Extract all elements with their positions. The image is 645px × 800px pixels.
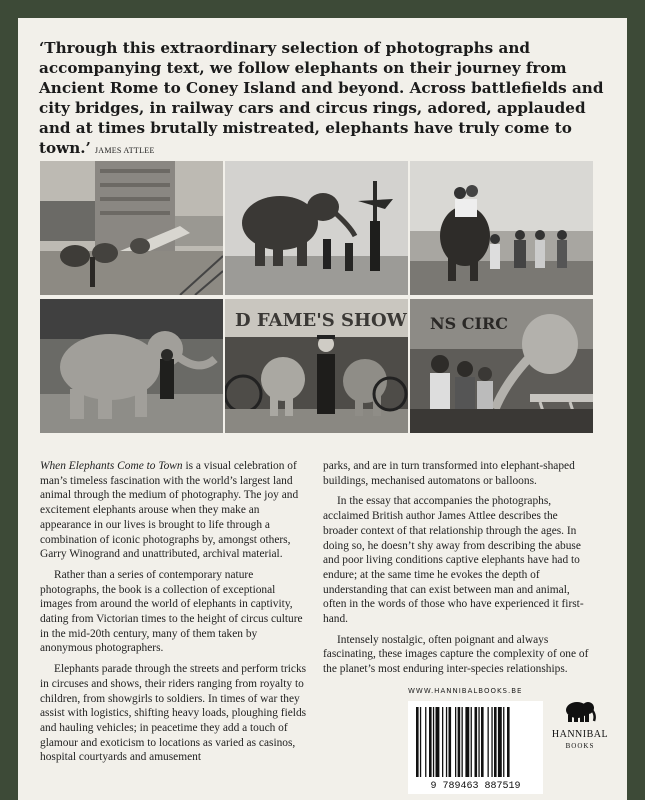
barcode-bar: [433, 707, 434, 777]
circus-elephant-with-children-photo: [410, 299, 593, 433]
body-column-right: [323, 459, 593, 683]
barcode-bar: [478, 707, 479, 777]
isbn-number: 9 789463 887519: [430, 781, 521, 792]
barcode-bar: [488, 707, 489, 777]
barcode-bar: [491, 707, 492, 777]
barcode: [408, 701, 543, 794]
body-paragraph-2: Rather than a series of contemporary nature photographs, the book is a collection of exceptional images from around the world of elephants in captivity, dating from Victorian times to the height of circus culture in the mid-20th century, many of them taken by anonymous photographers.: [40, 568, 303, 655]
barcode-bar: [481, 707, 484, 777]
body-paragraph-5: Intensely nostalgic, often poignant and always fascinating, these images capture the complexity of one of the planet’s most enduring inter-species relationships.: [323, 633, 589, 676]
barcode-bar: [429, 707, 432, 777]
barcode-bar: [420, 707, 421, 777]
publisher-name: HANNIBAL: [551, 729, 609, 740]
barcode-bar: [503, 707, 504, 777]
back-cover: [18, 18, 627, 800]
barcode-bar: [425, 707, 426, 777]
publisher-url: WWW.HANNIBALBOOKS.BE: [408, 687, 523, 695]
barcode-bar: [455, 707, 456, 777]
quote-text: ‘Through this extraordinary selection of photographs and accompanying text, we follow elephants on their journey from Ancient Rome to Coney Island and beyond. Across battlefields and city bridges, in railway cars and circus rings, adored, applauded and at times brutally mistreated, elephants have truly come to town.’: [39, 39, 604, 157]
body-paragraph-3-cont: parks, and are in turn transformed into elephant-shaped buildings, mechanised automatons or balloons.: [323, 460, 575, 487]
body-paragraph-1: When Elephants Come to Town is a visual celebration of man’s timeless fascination with the world’s largest land animal through the medium of photography. The joy and excitement elephants arouse when they make an appearance in our lives is brought to life through a combination of iconic photographs by, amongst others, Garry Winogrand and unattributed, archival material.: [40, 460, 299, 561]
barcode-bar: [462, 707, 463, 777]
barcode-bar: [458, 707, 461, 777]
svg-text:NS CIRC: NS CIRC: [430, 314, 508, 333]
body-column-left: [40, 459, 310, 771]
publisher-sub: BOOKS: [565, 742, 595, 750]
elephant-icon: [563, 700, 597, 722]
book-title: When Elephants Come to Town: [40, 460, 183, 472]
barcode-bar: [465, 707, 469, 777]
body-paragraph-4: In the essay that accompanies the photographs, acclaimed British author James Attlee describes the broader context of that relationship through the ages. In doing so, he doesn’t shy away from describing the abuse and poor living conditions captive elephants have had to endure; at the same time he evokes the depth of understanding that can exist between man and animal, often in the words of those who have experienced it first-hand.: [323, 495, 584, 626]
elephant-holding-trainer-photo: [40, 299, 223, 433]
quote-attribution: JAMES ATTLEE: [94, 146, 155, 155]
publisher-logo: [541, 700, 619, 750]
elephant-with-riders-photo: [410, 161, 593, 295]
barcode-bar: [436, 707, 440, 777]
barcode-bar: [416, 707, 419, 777]
cover-quote: [39, 38, 609, 161]
body-paragraph-3: Elephants parade through the streets and perform tricks in circuses and shows, their riders ranging from royalty to children, from showgirls to soldiers. In times of war they assist with logistics, shifting heavy loads, ploughing fields and hauling vehicles; in peacetime they add a touch of glamour and exoticism to locations as varied as casinos, hospital courtyards and amusement: [40, 663, 307, 764]
barcode-bar: [507, 707, 510, 777]
barcode-bars: [408, 701, 543, 779]
man-with-two-elephants-photo: [225, 299, 408, 433]
barcode-bar: [442, 707, 443, 777]
barcode-bar: [446, 707, 447, 777]
barcode-bar: [498, 707, 502, 777]
svg-text:D FAME'S SHOW: D FAME'S SHOW: [235, 310, 407, 331]
barcode-bar: [475, 707, 478, 777]
barcode-bar: [494, 707, 497, 777]
elephant-with-keepers-photo: [225, 161, 408, 295]
barcode-bar: [471, 707, 472, 777]
barcode-bar: [449, 707, 452, 777]
elephants-at-building-photo: [40, 161, 223, 295]
